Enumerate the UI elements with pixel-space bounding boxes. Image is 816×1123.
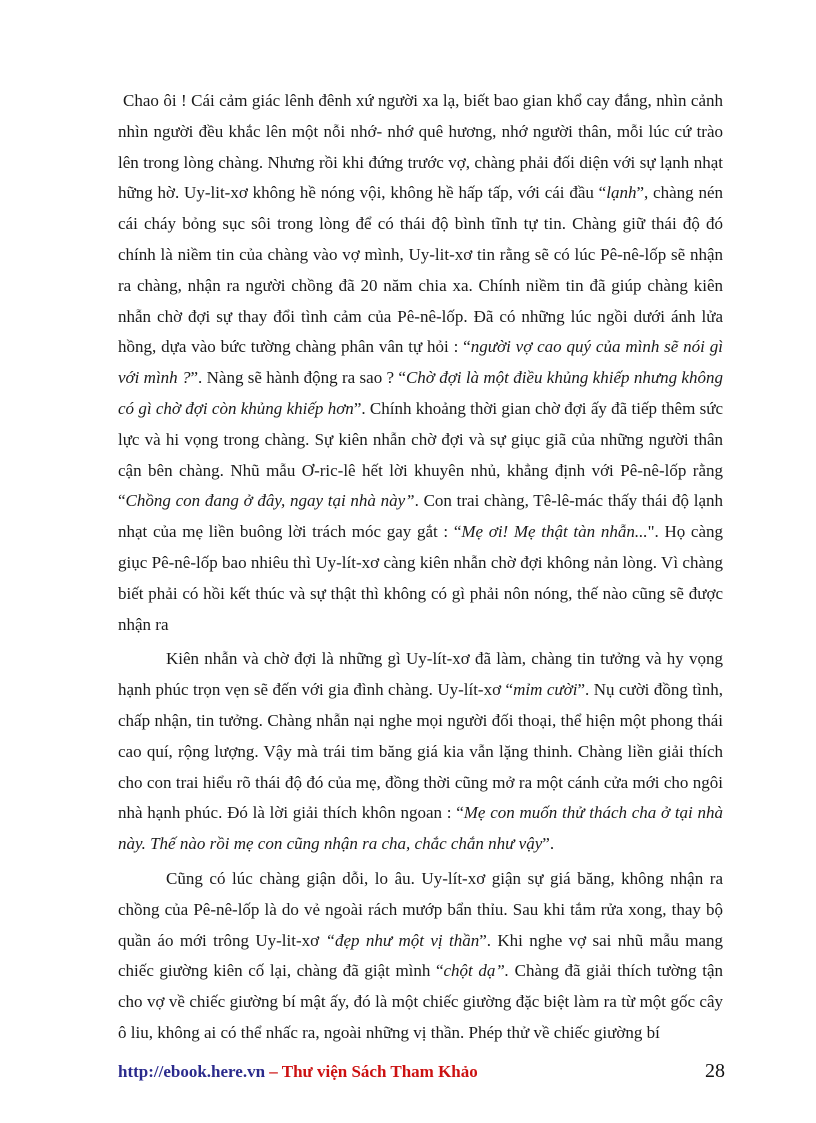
italic-quote: người vợ cao quý của mình sẽ nói gì với mình ? <box>118 337 723 388</box>
italic-quote: Mẹ con muốn thử thách cha ở tại nhà này. Thế nào rồi mẹ con cũng nhận ra cha, chắc chắn như vậy <box>118 803 724 854</box>
italic-quote: Chồng con đang ở đây, ngay tại nhà này” <box>125 491 415 511</box>
text-run: ”. Chính khoảng thời gian chờ đợi ấy đã tiếp thêm sức lực và hi vọng trong chàng. Sự kiên nhẫn chờ đợi và sự giục giã của những người thân cận bên chàng. Nhũ mẫu Ơ-ric-lê hết lời khuyên nhủ, khẳng định với Pê-nê-lốp rằng “ <box>118 398 723 511</box>
text-run: ”. Nụ cười đồng tình, chấp nhận, tin tưởng. Chàng nhẫn nại nghe mọi người đối thoại, thể hiện một phong thái cao quí, rộng lượng. Vậy mà trái tim băng giá kia vẫn lặng thinh. Chàng liền giải thích cho con trai hiểu rõ thái độ đó của mẹ, đồng thời cũng mở ra một cánh cửa mới cho ngôi nhà hạnh phúc. Đó là lời giải thích khôn ngoan : “ <box>118 680 724 823</box>
text-run: Cũng có lúc chàng giận dỗi, lo âu. Uy-lít-xơ giận sự giá băng, không nhận ra chồng của Pê-nê-lốp là do vẻ ngoài rách mướp bẩn thỉu. Sau khi tắm rửa xong, thay bộ quần áo mới trông Uy-lit-xơ <box>118 868 723 950</box>
document-body <box>118 86 723 1053</box>
text-run: Chàng đã giải thích tường tận cho vợ về chiếc giường bí mật ấy, đó là một chiếc giường đặc biệt làm ra từ một gốc cây ô liu, không ai có thể nhấc ra, ngoài những vị thần. Phép thử về chiếc giường bí <box>118 961 724 1042</box>
italic-quote: lạnh <box>606 183 637 203</box>
paragraph-3 <box>118 864 723 1049</box>
footer-library-title: Thư viện Sách Tham Khảo <box>281 1062 478 1081</box>
footer-url-link[interactable]: http://ebook.here.vn <box>118 1062 266 1081</box>
paragraph-1 <box>118 86 723 640</box>
text-run: ”. Khi nghe vợ sai nhũ mẫu mang chiếc giường kiên cố lại, chàng đã giật mình “ <box>118 930 723 981</box>
italic-quote: Mẹ ơi! Mẹ thật tàn nhẫn... <box>461 522 648 542</box>
text-run: Chao ôi ! Cái cảm giác lênh đênh xứ người xa lạ, biết bao gian khổ cay đắng, nhìn cảnh nhìn người đều khắc lên một nỗi nhớ- nhớ quê hương, nhớ người thân, mỗi lúc cứ trào lên trong lòng chàng. Nhưng rồi khi đứng trước vợ, chàng phải đối diện với sự lạnh nhạt hững hờ. Uy-lit-xơ không hề nóng vội, không hề hấp tấp, với cái đầu “ <box>118 91 723 203</box>
page-footer <box>118 1062 725 1090</box>
text-run: ”, chàng nén cái cháy bỏng sục sôi trong lòng để có thái độ bình tĩnh tự tin. Chàng giữ thái độ đó chính là niềm tin của chàng vào vợ mình, Uy-lit-xơ tin rằng sẽ có lúc Pê-nê-lốp sẽ nhận ra chàng, nhận ra người chồng đã 20 năm chia xa. Chính niềm tin đã giúp chàng kiên nhẫn chờ đợi sự thay đổi tình cảm của Pê-nê-lốp. Đã có những lúc ngồi dưới ánh lửa hồng, dựa vào bức tường chàng phân vân tự hỏi : “ <box>118 183 723 357</box>
text-run: ”. Nàng sẽ hành động ra sao ? “ <box>190 368 406 388</box>
text-run: Kiên nhẫn và chờ đợi là những gì Uy-lít-xơ đã làm, chàng tin tưởng và hy vọng hạnh phúc trọn vẹn sẽ đến với gia đình chàng. Uy-lít-xơ “ <box>118 649 723 700</box>
italic-quote: Chờ đợi là một điều khủng khiếp nhưng không có gì chờ đợi còn khủng khiếp hơn <box>118 368 723 418</box>
text-run: ”. <box>542 834 555 854</box>
footer-credit <box>118 1062 478 1082</box>
page-number: 28 <box>705 1060 725 1082</box>
footer-dash: – <box>265 1062 282 1081</box>
italic-quote: “đẹp như một vị thần <box>325 930 480 950</box>
italic-quote: mỉm cười <box>513 680 578 700</box>
text-run: ". Họ càng giục Pê-nê-lốp bao nhiêu thì Uy-lít-xơ càng kiên nhẫn chờ đợi không nản lòng. Vì chàng biết phải có hồi kết thúc và sự thật thì không có gì phải nôn nóng, thế nào cũng sẽ được nhận ra <box>118 522 723 634</box>
italic-quote: chột dạ”. <box>443 961 510 981</box>
paragraph-2 <box>118 644 723 860</box>
text-run: . Con trai chàng, Tê-lê-mác thấy thái độ lạnh nhạt của mẹ liền buông lời trách móc gay gắt : “ <box>118 491 723 542</box>
